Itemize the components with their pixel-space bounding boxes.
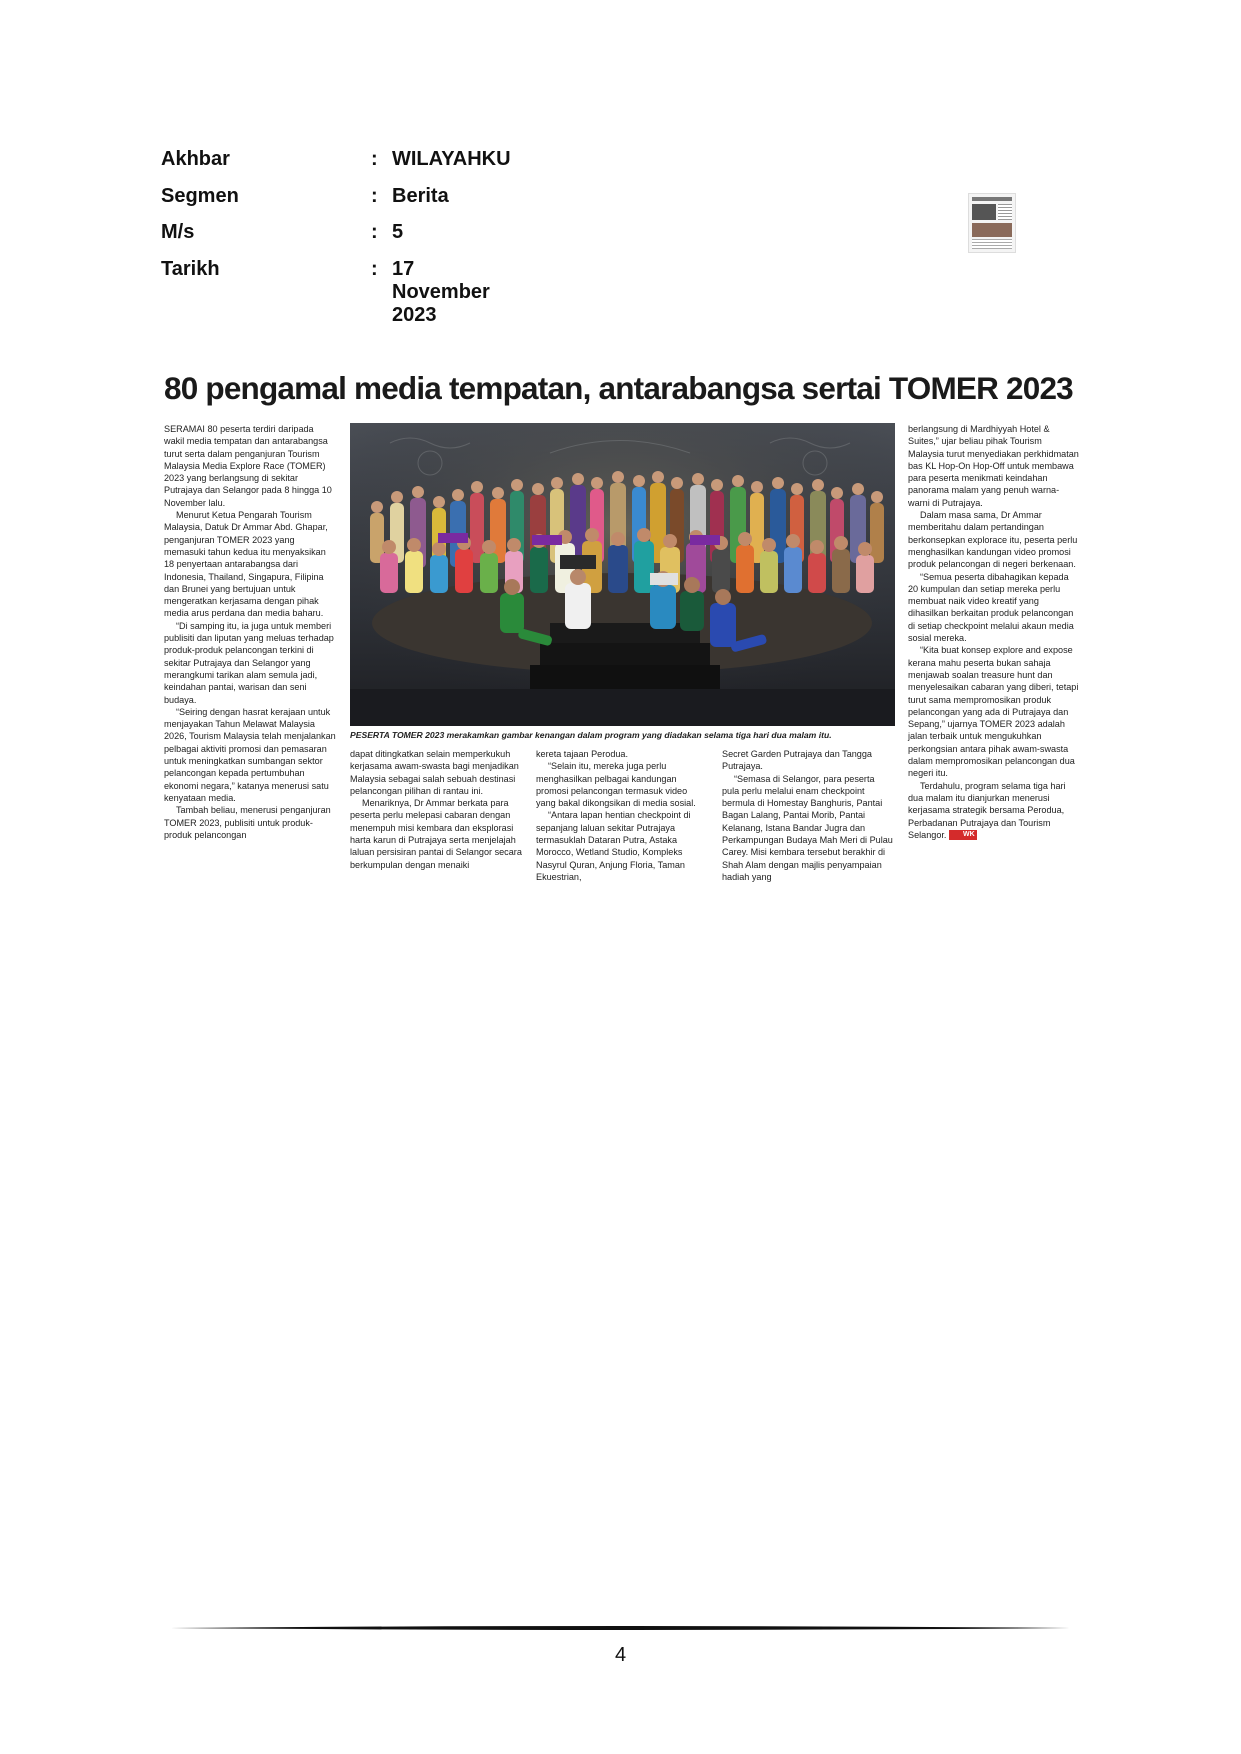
meta-colon: : (371, 221, 378, 243)
meta-value: 17 November 2023 (392, 257, 490, 326)
meta-label: Tarikh (161, 257, 220, 280)
article-column-2 (350, 748, 522, 871)
paragraph: “Semua peserta dibahagikan kepada 20 kumpulan dan setiap mereka perlu membuat naik video kreatif yang dihasilkan berkaitan produk pelancongan di setiap checkpoint melalui akaun media sosial mereka. (908, 571, 1074, 644)
meta-value: 5 (392, 221, 404, 243)
page-number: 4 (614, 1644, 627, 1666)
paragraph: “Semasa di Selangor, para peserta pula perlu melalui enam checkpoint bermula di Homestay Banghuris, Pantai Bagan Lalang, Pantai Morib, Pantai Kelanang, Istana Bandar Jugra dan Perkampungan Budaya Mah Meri di Pulau Carey. Misi kembara tersebut berakhir di Shah Alam dengan majlis penyampaian hadiah yang (722, 773, 893, 882)
paragraph: Dalam masa sama, Dr Ammar memberitahu dalam pertandingan berkonsepkan explorace itu, peserta perlu menghasilkan kandungan video promosi produk pelancongan di negeri berkenaan. (908, 510, 1078, 570)
article-column-1 (164, 423, 336, 841)
footer-divider (170, 1625, 1070, 1631)
paragraph: dapat ditingkatkan selain memperkukuh kerjasama awam-swasta bagi menjadikan Malaysia sebagai salah sebuah destinasi pelancongan pilihan di rantau ini. (350, 749, 519, 796)
paragraph (908, 780, 1080, 841)
paragraph-text: Terdahulu, program selama tiga hari dua malam itu dianjurkan menerusi kerjasama strategik bersama Perodua, Perbadanan Putrajaya dan Tourism Selangor. (908, 780, 1066, 840)
paragraph: Menariknya, Dr Ammar berkata para peserta perlu melepasi cabaran dengan menempuh misi kembara dan eksplorasi harta karun di Putrajaya serta menjelajah laluan persisiran pantai di Selangor secara berkumpulan dengan menaiki (350, 798, 522, 870)
meta-colon: : (371, 257, 378, 280)
paragraph: “Kita buat konsep explore and expose kerana mahu peserta bukan sahaja menjawab soalan treasure hunt dan menyelesaikan cabaran yang diberi, tetapi turut sama mempromosikan produk pelancongan yang ada di Putrajaya dan Sepang,” ujarnya TOMER 2023 adalah jalan terbaik untuk mengukuhkan perkongsian antara pihak awam-swasta dalam mempromosikan pelancongan dua negeri itu. (908, 645, 1079, 779)
article-column-4 (722, 748, 894, 883)
paragraph: Tambah beliau, menerusi penganjuran TOMER 2023, publisiti untuk produk-produk pelancongan (164, 805, 331, 840)
meta-colon: : (371, 184, 378, 207)
paragraph: kereta tajaan Perodua. (536, 749, 629, 759)
meta-label: M/s (161, 221, 195, 243)
paragraph: Secret Garden Putrajaya dan Tangga Putrajaya. (722, 749, 872, 772)
article-column-5 (908, 423, 1080, 841)
meta-value: WILAYAHKU (392, 148, 511, 170)
photo-caption: PESERTA TOMER 2023 merakamkan gambar kenangan dalam program yang diadakan selama tiga hari dua malam itu. (350, 730, 832, 740)
article-column-3 (536, 748, 708, 883)
group-photo (350, 423, 895, 726)
paragraph: SERAMAI 80 peserta terdiri daripada wakil media tempatan dan antarabangsa turut serta dalam penganjuran Tourism Malaysia Media Explore Race (TOMER) 2023 yang berlangsung di sekitar Putrajaya dan Selangor pada 8 hingga 10 November lalu. (164, 424, 332, 508)
paragraph: Menurut Ketua Pengarah Tourism Malaysia, Datuk Dr Ammar Abd. Ghapar, penganjuran TOMER 2023 yang memasuki tahun kedua itu menyaksikan 18 penyertaan antarabangsa dari Indonesia, Thailand, Singapura, Filipina dan Brunei yang bertujuan untuk mengeratkan kerjasama dengan pihak media arus perdana dan media baharu. (164, 510, 328, 619)
paragraph: “Seiring dengan hasrat kerajaan untuk menjayakan Tahun Melawat Malaysia 2026, Tourism Malaysia telah menjalankan pelbagai aktiviti promosi dan pemasaran untuk meningkatkan sumbangan sektor pelancongan kepada pertumbuhan ekonomi negara,” katanya menerusi satu kenyataan media. (164, 706, 336, 803)
meta-value: Berita (392, 184, 449, 207)
newspaper-page-thumbnail (968, 193, 1016, 253)
paragraph: “Antara lapan hentian checkpoint di sepanjang laluan sekitar Putrajaya termasuklah Dataran Putra, Astaka Morocco, Wetland Studio, Kompleks Nasyrul Quran, Anjung Floria, Taman Ekuestrian, (536, 810, 691, 882)
meta-label: Segmen (161, 184, 239, 207)
newspaper-clipping (160, 360, 1080, 912)
meta-label: Akhbar (161, 148, 230, 170)
article-headline: 80 pengamal media tempatan, antarabangsa sertai TOMER 2023 (164, 370, 1073, 406)
paragraph: “Di samping itu, ia juga untuk memberi publisiti dan liputan yang meluas terhadap produk-produk pelancongan terkini di sekitar Putrajaya dan Selangor yang merangkumi tarikan alam semula jadi, keindahan pantai, warisan dan seni budaya. (164, 620, 334, 705)
end-mark-logo: WK (949, 830, 977, 840)
paragraph: berlangsung di Mardhiyyah Hotel & Suites,” ujar beliau pihak Tourism Malaysia turut menyediakan perkhidmatan bas KL Hop-On Hop-Off untuk membawa para peserta menikmati keindahan panorama malam yang penuh warna-warni di Putrajaya. (908, 424, 1079, 508)
meta-colon: : (371, 148, 378, 170)
paragraph: “Selain itu, mereka juga perlu menghasilkan pelbagai kandungan promosi pelancongan termasuk video yang bakal dikongsikan di media sosial. (536, 761, 696, 809)
